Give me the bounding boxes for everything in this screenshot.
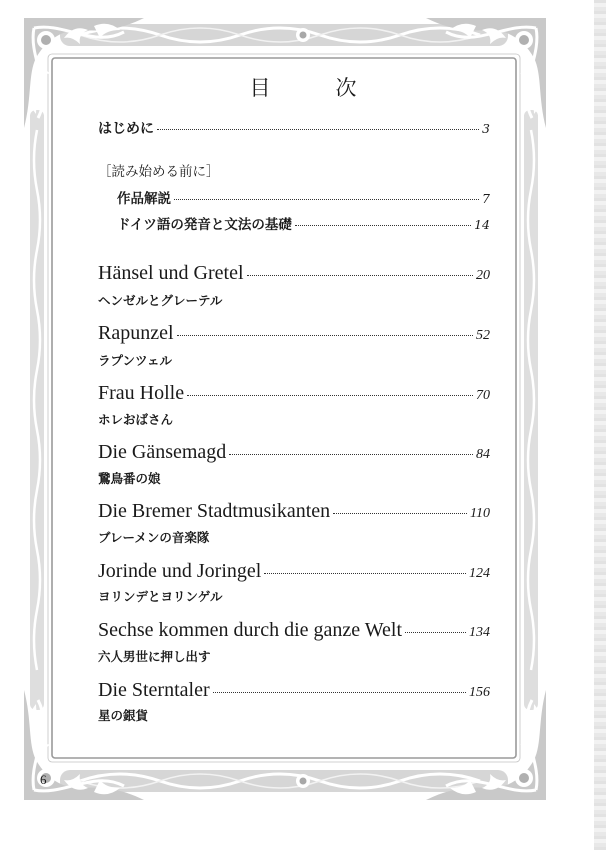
toc-entry-story[interactable] bbox=[98, 322, 490, 345]
toc-entry-page: 110 bbox=[470, 506, 490, 521]
story-japanese-title: ブレーメンの音楽隊 bbox=[98, 530, 210, 545]
dot-leader bbox=[157, 129, 479, 130]
story-title: Die Sterntaler bbox=[98, 679, 210, 701]
section-bracket-heading: ［読み始める前に］ bbox=[98, 164, 220, 180]
toc-entry-page: 134 bbox=[469, 625, 490, 640]
toc-entry-story[interactable] bbox=[98, 262, 490, 285]
story-title: Sechse kommen durch die ganze Welt bbox=[98, 619, 403, 641]
top-ornament-band bbox=[60, 24, 508, 46]
dot-leader bbox=[295, 225, 471, 226]
toc-entry-story[interactable] bbox=[98, 500, 490, 523]
dot-leader bbox=[264, 573, 466, 574]
story-japanese-title: ヘンゼルとグレーテル bbox=[98, 293, 223, 308]
dot-leader bbox=[177, 335, 473, 336]
toc-entry-label: 作品解説 bbox=[117, 191, 171, 207]
dot-leader bbox=[187, 395, 473, 396]
toc-entry-story[interactable] bbox=[98, 679, 490, 702]
dot-leader bbox=[174, 199, 479, 200]
story-japanese-title: 鵞鳥番の娘 bbox=[98, 471, 161, 486]
story-title: Rapunzel bbox=[98, 322, 174, 344]
toc-entry-intro[interactable] bbox=[98, 118, 490, 138]
toc-entry-page: 3 bbox=[482, 121, 490, 136]
toc-entry-page: 84 bbox=[476, 447, 490, 462]
story-title: Hänsel und Gretel bbox=[98, 262, 244, 284]
dot-leader bbox=[405, 632, 466, 633]
dot-leader bbox=[247, 275, 473, 276]
dot-leader bbox=[213, 692, 466, 693]
dot-leader bbox=[229, 454, 473, 455]
bottom-ornament-band bbox=[60, 770, 508, 792]
toc-entry-sub[interactable] bbox=[117, 213, 490, 233]
story-title: Die Bremer Stadtmusikanten bbox=[98, 500, 331, 522]
toc-entry-label: ドイツ語の発音と文法の基礎 bbox=[117, 217, 292, 233]
toc-entry-page: 7 bbox=[482, 191, 490, 206]
story-japanese-title: 星の銀貨 bbox=[98, 708, 149, 723]
toc-entry-label: はじめに bbox=[98, 121, 154, 137]
story-title: Die Gänsemagd bbox=[98, 441, 227, 463]
story-japanese-title: ヨリンデとヨリンゲル bbox=[98, 589, 223, 604]
toc-entry-story[interactable] bbox=[98, 560, 490, 583]
story-japanese-title: 六人男世に押し出す bbox=[98, 649, 211, 664]
toc-entry-sub[interactable] bbox=[117, 187, 490, 207]
toc-title: 目 次 bbox=[249, 76, 379, 100]
toc-entry-page: 20 bbox=[476, 268, 490, 283]
story-title: Jorinde und Joringel bbox=[98, 560, 262, 582]
toc-entry-page: 70 bbox=[476, 388, 490, 403]
toc-entry-page: 52 bbox=[476, 328, 490, 343]
toc-entry-story[interactable] bbox=[98, 619, 490, 642]
toc-entry-story[interactable] bbox=[98, 441, 490, 464]
dot-leader bbox=[333, 513, 467, 514]
story-title: Frau Holle bbox=[98, 382, 185, 404]
story-japanese-title: ラプンツェル bbox=[98, 353, 173, 368]
toc-entry-story[interactable] bbox=[98, 382, 490, 405]
toc-entry-page: 124 bbox=[469, 566, 490, 581]
story-japanese-title: ホレおばさん bbox=[98, 412, 174, 427]
toc-entry-page: 156 bbox=[469, 685, 490, 700]
page-number: 6 bbox=[40, 772, 47, 787]
page-edge-strip bbox=[594, 0, 606, 850]
toc-entry-page: 14 bbox=[474, 217, 490, 232]
